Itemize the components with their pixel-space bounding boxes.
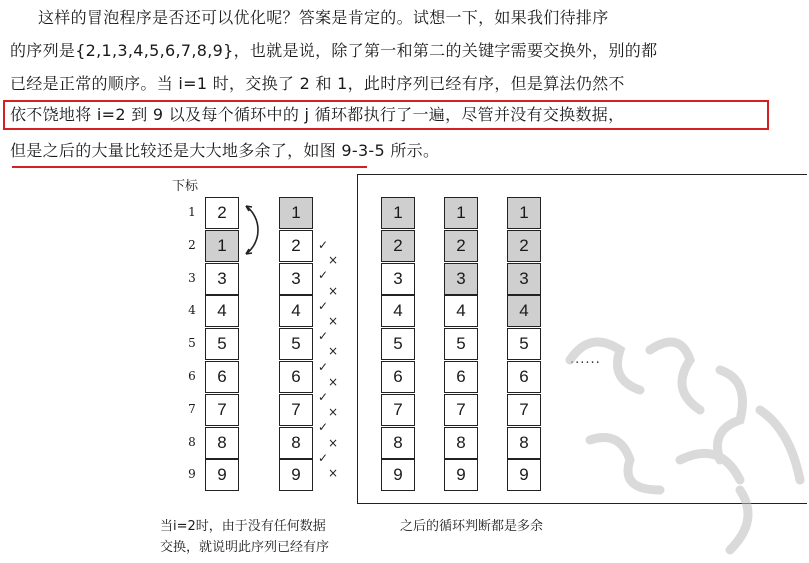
array-cell: 6 (205, 361, 239, 393)
array-cell: 4 (381, 295, 415, 327)
paragraph-line-5: 但是之后的大量比较还是大大地多余了，如图 9-3-5 所示。 (10, 141, 440, 160)
paragraph-line-4: 依不饶地将 i=2 到 9 以及每个循环中的 j 循环都执行了一遍，尽管并没有交换数据， (10, 105, 625, 124)
row-number: 8 (188, 434, 196, 449)
array-cell: 3 (507, 263, 541, 295)
caption-left-line-1: 当i=2时，由于没有任何数据 (160, 519, 326, 534)
array-cell: 6 (279, 361, 313, 393)
array-cell: 5 (279, 328, 313, 360)
row-number: 6 (188, 369, 196, 383)
array-cell: 7 (205, 394, 239, 426)
array-cell: 9 (507, 459, 541, 491)
check-mark-icon: ✓ (318, 238, 329, 252)
array-cell: 3 (444, 263, 478, 295)
row-number: 5 (188, 336, 196, 351)
check-mark-icon: ✓ (318, 359, 329, 374)
paragraph-line-2: 的序列是{2,1,3,4,5,6,7,8,9}，也就是说，除了第一和第二的关键字需要交换外，别的都 (10, 41, 658, 60)
array-cell: 8 (444, 427, 478, 459)
check-mark-icon: ✓ (318, 450, 329, 465)
array-cell: 4 (205, 295, 239, 327)
paragraph-line-3: 已经是正常的顺序。当 i=1 时，交换了 2 和 1，此时序列已经有序，但是算法仍然不 (10, 74, 625, 93)
array-cell: 1 (279, 197, 313, 229)
check-mark-icon: ✓ (318, 268, 329, 283)
array-cell: 7 (444, 394, 478, 426)
array-cell: 1 (381, 197, 415, 229)
array-cell: 4 (279, 295, 313, 327)
array-cell: 5 (381, 328, 415, 360)
cross-mark-icon: × (328, 314, 339, 328)
cross-mark-icon: × (328, 253, 339, 268)
row-number: 4 (188, 303, 196, 318)
caption-right: 之后的循环判断都是多余 (400, 519, 544, 534)
array-cell: 2 (205, 197, 239, 229)
array-cell: 3 (205, 263, 239, 295)
cross-mark-icon: × (328, 466, 339, 480)
array-cell: 5 (205, 328, 239, 360)
array-cell: 4 (444, 295, 478, 327)
check-mark-icon: ✓ (318, 420, 329, 435)
index-title: 下标 (172, 179, 199, 194)
array-cell: 3 (381, 263, 415, 295)
array-cell: 8 (507, 427, 541, 459)
array-cell: 2 (381, 230, 415, 262)
array-cell: 5 (507, 328, 541, 360)
row-number: 3 (188, 270, 196, 285)
caption-left-line-2: 交换，就说明此序列已经有序 (160, 540, 330, 555)
row-number: 9 (188, 467, 196, 482)
paragraph-line-1: 这样的冒泡程序是否还可以优化呢？答案是肯定的。试想一下，如果我们待排序 (38, 8, 609, 27)
row-number: 2 (188, 237, 196, 252)
array-cell: 1 (205, 230, 239, 262)
highlight-underline (12, 166, 367, 168)
array-cell: 9 (205, 459, 239, 491)
array-cell: 2 (507, 230, 541, 262)
array-cell: 7 (381, 394, 415, 426)
check-mark-icon: ✓ (318, 298, 329, 313)
array-cell: 1 (444, 197, 478, 229)
array-cell: 2 (279, 230, 313, 262)
row-number: 7 (188, 401, 196, 416)
array-cell: 5 (444, 328, 478, 360)
highlight-box (3, 100, 769, 130)
swap-arrow-icon (240, 202, 262, 258)
cross-mark-icon: × (328, 374, 339, 389)
check-mark-icon: ✓ (318, 329, 329, 344)
check-mark-icon: ✓ (318, 390, 329, 404)
array-cell: 8 (279, 427, 313, 459)
cross-mark-icon: × (328, 435, 339, 450)
cross-mark-icon: × (328, 344, 339, 359)
array-cell: 9 (279, 459, 313, 491)
array-cell: 9 (444, 459, 478, 491)
array-cell: 6 (444, 361, 478, 393)
array-cell: 7 (279, 394, 313, 426)
array-cell: 6 (507, 361, 541, 393)
array-cell: 7 (507, 394, 541, 426)
array-cell: 4 (507, 295, 541, 327)
array-cell: 9 (381, 459, 415, 491)
array-cell: 3 (279, 263, 313, 295)
cross-mark-icon: × (328, 283, 339, 298)
ellipsis: ...... (570, 352, 601, 367)
array-cell: 6 (381, 361, 415, 393)
array-cell: 2 (444, 230, 478, 262)
array-cell: 1 (507, 197, 541, 229)
array-cell: 8 (205, 427, 239, 459)
redundant-loops-frame (357, 174, 807, 504)
row-number: 1 (188, 205, 196, 219)
array-cell: 8 (381, 427, 415, 459)
cross-mark-icon: × (328, 405, 339, 420)
